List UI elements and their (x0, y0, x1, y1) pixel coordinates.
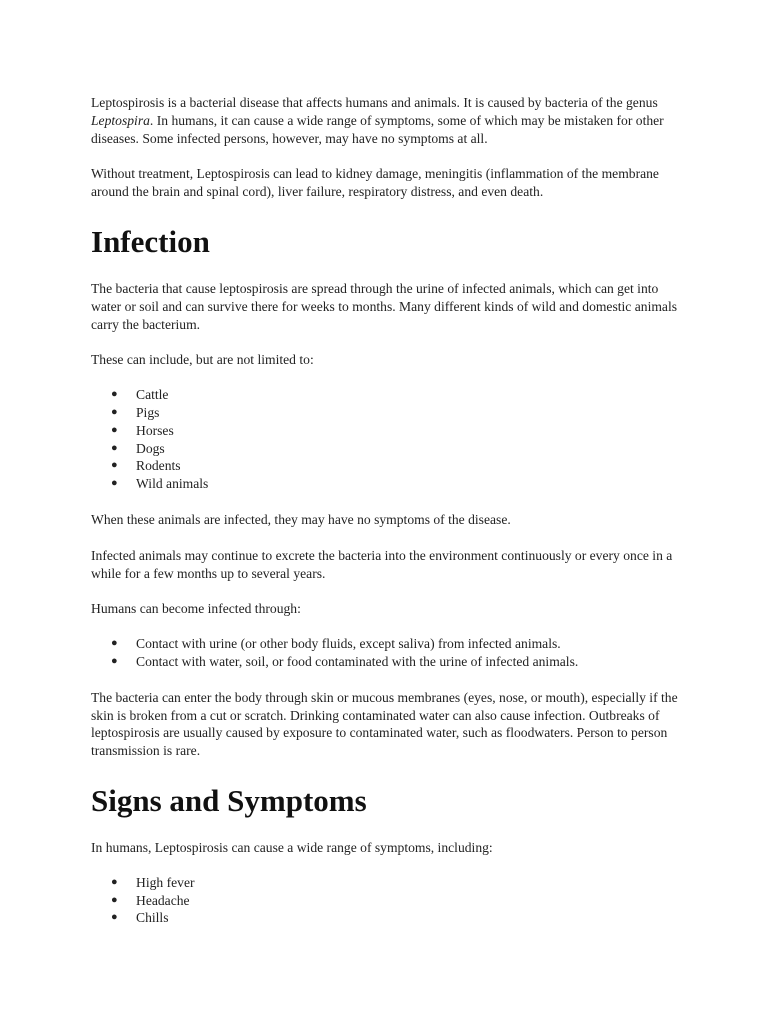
bullet-icon: ● (111, 441, 118, 454)
bullet-icon: ● (111, 875, 118, 888)
bullet-icon: ● (111, 654, 118, 667)
genus-name: Leptospira (91, 112, 150, 128)
list-item: ● Headache (111, 892, 190, 908)
bullet-icon: ● (111, 911, 118, 924)
intro-text-start: Leptospirosis is a bacterial disease that affects humans and animals. It is caused by bacteria of the genus (91, 95, 658, 110)
bullet-icon: ● (111, 423, 118, 436)
symptoms-paragraph-1: In humans, Leptospirosis can cause a wide range of symptoms, including: (91, 839, 493, 855)
symptoms-heading: Signs and Symptoms (91, 782, 367, 818)
bullet-icon: ● (111, 388, 118, 401)
list-item: ● Cattle (111, 387, 169, 403)
infection-heading: Infection (91, 223, 210, 259)
bullet-icon: ● (111, 893, 118, 906)
list-item: ● Chills (111, 910, 169, 926)
infection-paragraph-5: Humans can become infected through: (91, 601, 301, 617)
bullet-icon: ● (111, 637, 118, 650)
bullet-icon: ● (111, 405, 118, 418)
infection-paragraph-1: The bacteria that cause leptospirosis are spread through the urine of infected animals, which can get into water or soil and can survive there for weeks to months. Many different kinds of wild and domestic animals carry the bacterium. (91, 280, 678, 332)
bullet-icon: ● (111, 477, 118, 490)
list-item: ● Pigs (111, 404, 160, 420)
list-item: ● Contact with water, soil, or food contaminated with the urine of infected animals. (111, 653, 579, 669)
list-item: ● Rodents (111, 458, 181, 474)
infection-paragraph-3: When these animals are infected, they may have no symptoms of the disease. (91, 511, 511, 527)
list-item: ● Wild animals (111, 476, 209, 492)
animal-list (91, 386, 681, 493)
intro-text-end: . In humans, it can cause a wide range of symptoms, some of which may be mistaken for other diseases. Some infected persons, however, may have no symptoms at all. (91, 112, 664, 146)
symptom-list (91, 874, 681, 927)
infection-paragraph-6: The bacteria can enter the body through skin or mucous membranes (eyes, nose, or mouth), especially if the skin is broken from a cut or scratch. Drinking contaminated water can also cause infection. Outbreaks of leptospirosis are usually caused by exposure to contaminated water, such as floodwaters. Person to person transmission is rare. (91, 689, 678, 759)
list-item: ● High fever (111, 874, 195, 890)
list-item: ● Contact with urine (or other body fluids, except saliva) from infected animals. (111, 636, 561, 652)
bullet-icon: ● (111, 459, 118, 472)
list-item: ● Dogs (111, 440, 165, 456)
infection-paragraph-2: These can include, but are not limited to: (91, 352, 314, 368)
list-item: ● Horses (111, 422, 174, 438)
document-page (91, 94, 681, 927)
intro-paragraph-1 (91, 94, 681, 147)
infection-paragraph-4: Infected animals may continue to excrete the bacteria into the environment continuously or every once in a while for a few months up to several years. (91, 547, 673, 581)
intro-paragraph-2: Without treatment, Leptospirosis can lead to kidney damage, meningitis (inflammation of the membrane around the brain and spinal cord), liver failure, respiratory distress, and even death. (91, 166, 659, 200)
transmission-route-list (91, 635, 681, 671)
